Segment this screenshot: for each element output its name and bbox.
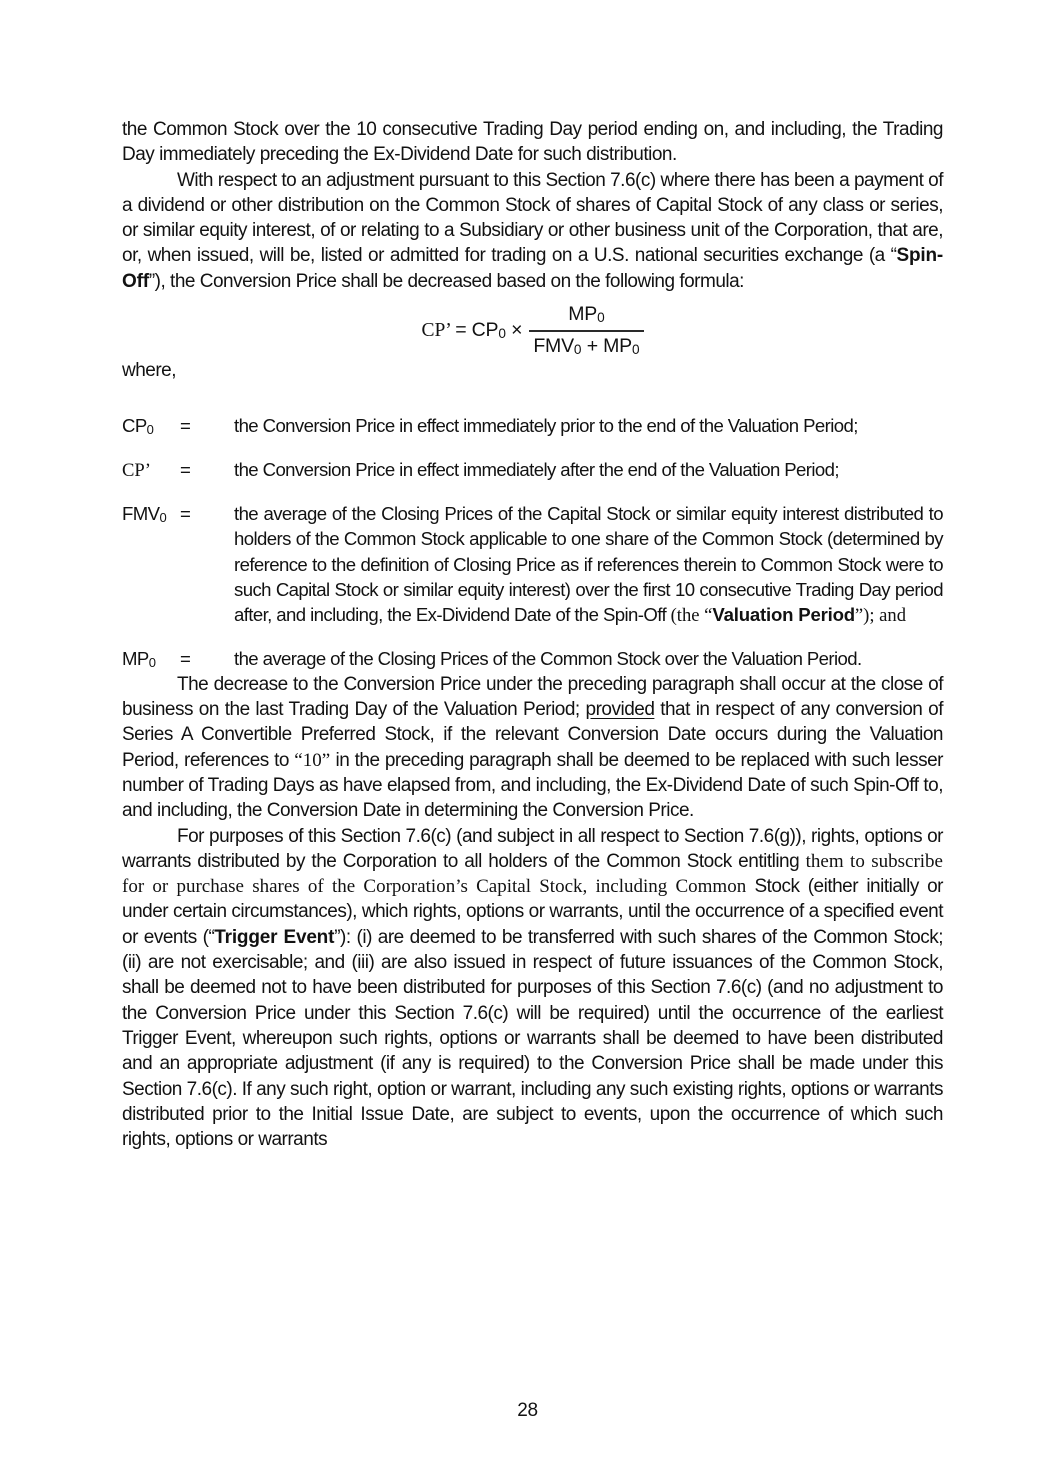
equals-sign: = (180, 648, 191, 670)
definition-text: the Conversion Price in effect immediately after the end of the Valuation Period; (234, 458, 839, 480)
page-number: 28 (517, 1400, 538, 1421)
formula-lhs: CP’ = $CP_0$ × (421, 319, 523, 342)
paragraph-valuation-period-decrease: The decrease to the Conversion Price under the preceding paragraph shall occur at the close of business on the last Trading Day of the Valuation Period; provided that in respect of any conversion of Series A Convertible Preferred Stock, if the relevant Conversion Date occurs during the Valuation Period, references to “10” in the preceding paragraph shall be deemed to be replaced with such lesser number of Trading Days as have elapsed from, and including, the Ex-Dividend Date of such Spin-Off to, and including, the Conversion Date in determining the Conversion Price. (122, 673, 943, 822)
definitions-list (122, 413, 943, 671)
equals-sign: = (180, 502, 191, 524)
paragraph-continuation: the Common Stock over the 10 consecutive Trading Day period ending on, and including, the Trading Day immediately preceding the Ex-Dividend Date for such distribution. (122, 119, 943, 166)
definition-row-cp-prime (122, 457, 943, 483)
formula-fraction (529, 303, 643, 358)
definition-term: $FMV_0$ (122, 502, 167, 525)
definition-row-mp0 (122, 646, 943, 671)
equals-sign: = (180, 458, 191, 480)
equals-sign: = (180, 415, 191, 437)
definition-text: the average of the Closing Prices of the Common Stock over the Valuation Period. (234, 648, 862, 670)
document-content (122, 117, 943, 1152)
definition-row-cp0 (122, 413, 943, 438)
definition-term: CP’ (122, 459, 151, 481)
paragraph-trigger-event: For purposes of this Section 7.6(c) (and subject in all respect to Section 7.6(g)), rights, options or warrants distributed by the Corporation to all holders of the Common Stock entitling them to subscribe for or purchase shares of the Corporation’s Capital Stock, including Common Stock (either initially or under certain circumstances), which rights, options or warrants, until the occurrence of a specified event or events (“Trigger Event”): (i) are deemed to be transferred with such shares of the Common Stock; (ii) are not exercisable; and (iii) are also issued in respect of future issuances of the Common Stock, shall be deemed not to have been distributed for purposes of this Section 7.6(c) (and no adjustment to the Conversion Price under this Section 7.6(c) will be required) until the occurrence of the earliest Trigger Event, whereupon such rights, options or warrants shall be deemed to have been distributed and an appropriate adjustment (if any is required) to the Conversion Price shall be made under this Section 7.6(c). If any such right, option or warrant, including any such existing rights, options or warrants distributed prior to the Initial Issue Date, are subject to events, upon the occurrence of which such rights, options or warrants (122, 825, 943, 1151)
formula-denominator: $FMV_0 + MP_0$ (533, 335, 640, 358)
definition-text: the Conversion Price in effect immediately prior to the end of the Valuation Period; (234, 415, 858, 437)
paragraph-spin-off-adjustment: With respect to an adjustment pursuant to this Section 7.6(c) where there has been a payment of a dividend or other distribution on the Common Stock of shares of Capital Stock of any class or series, or similar equity interest, of or relating to a Subsidiary or other business unit of the Corporation, that are, or, when issued, will be, listed or admitted for trading on a U.S. national securities exchange (a “Spin-Off”), the Conversion Price shall be decreased based on the following formula: (122, 169, 943, 292)
definition-term: $CP_0$ (122, 415, 154, 437)
where-label: where, (122, 360, 177, 382)
definition-term: $MP_0$ (122, 648, 156, 670)
document-page (0, 117, 1055, 1482)
conversion-price-formula (122, 303, 943, 358)
definition-text: the average of the Closing Prices of the Capital Stock or similar equity interest distributed to holders of the Common Stock applicable to one share of the Common Stock (determined by reference to the definition of Closing Price as if references therein to Common Stock were to such Capital Stock or similar equity interest) over the first 10 consecutive Trading Day period after, and including, the Ex-Dividend Date of the Spin-Off (the “Valuation Period”); and (234, 502, 943, 627)
definition-row-fmv0 (122, 501, 943, 628)
formula-numerator: $MP_0$ (529, 303, 643, 332)
